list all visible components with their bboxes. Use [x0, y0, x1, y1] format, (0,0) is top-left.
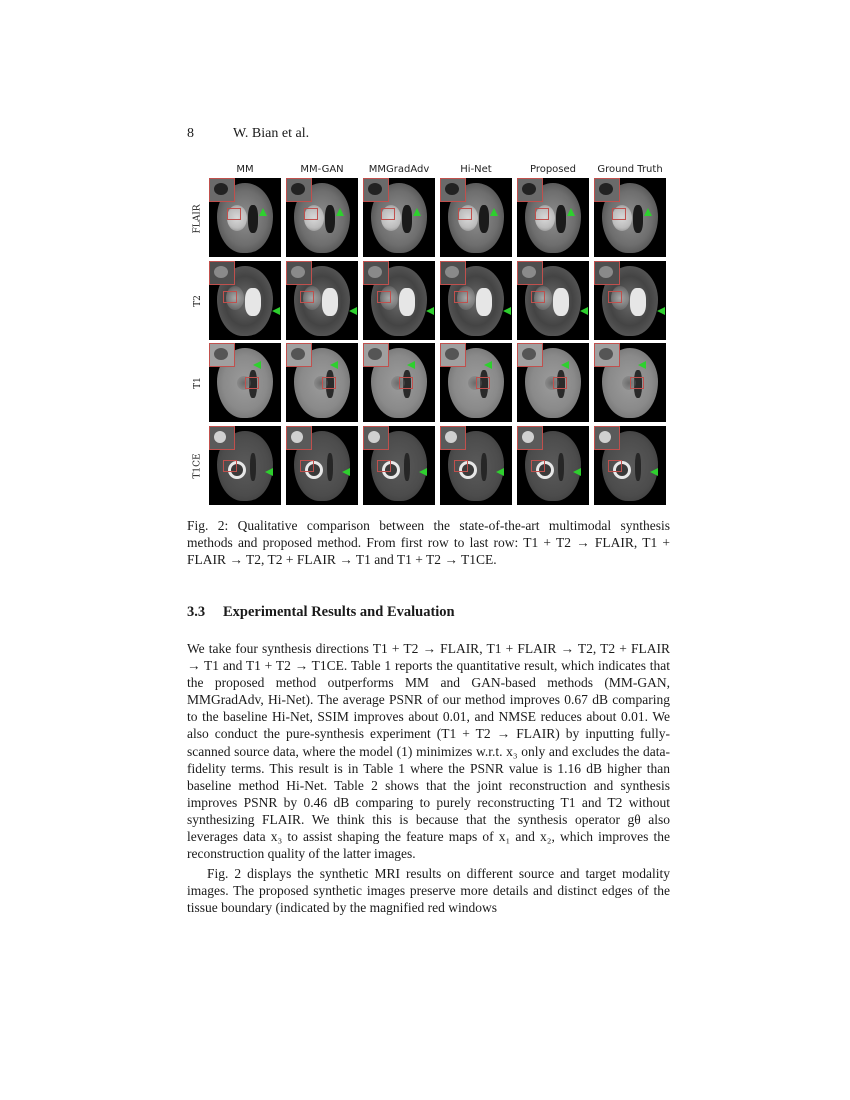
roi-box [300, 460, 314, 472]
mri-tile [363, 261, 435, 340]
magnified-window [594, 261, 620, 285]
roi-box [377, 291, 391, 303]
mri-tile [594, 343, 666, 422]
roi-box [300, 291, 314, 303]
roi-box [304, 208, 318, 220]
magnified-window [517, 343, 543, 367]
roi-box [399, 377, 413, 389]
row-label: T1 [192, 377, 203, 389]
ventricle [399, 288, 415, 316]
green-arrow-icon [644, 208, 652, 216]
roi-box [227, 208, 241, 220]
row-label: T2 [192, 295, 203, 307]
mri-tile [440, 343, 512, 422]
paragraph: We take four synthesis directions T1 + T2 → FLAIR, T1 + FLAIR → T2, T2 + FLAIR → T1 and T1 + T2 → T1CE. Table 1 reports the quantitative result, which indicates that the proposed method outperforms MM and GAN-based methods (MM-GAN, MMGradAdv, Hi-Net). The average PSNR of our method improves 0.67 dB comparing to the baseline Hi-Net, SSIM improves about 0.01, and NMSE reduces about 0.01. We also conduct the pure-synthesis experiment (T1 + T2 → FLAIR) by inputting fully-scanned source data, where the model (1) minimizes w.r.t. x₃ only and excludes the data-fidelity terms. This result is in Table 1 where the PSNR value is 1.16 dB higher than baseline method Hi-Net. Table 2 shows that the joint reconstruction and synthesis improves PSNR by 0.46 dB comparing to purely reconstructing T1 and T2 without synthesizing FLAIR. We think this is because that the synthesis operator gθ also leverages data x₃ to assist shaping the feature maps of x₁ and x₂, which improves the reconstruction quality of the latter images. [187, 641, 670, 862]
mri-tile [440, 261, 512, 340]
green-arrow-icon [561, 361, 569, 369]
roi-box [458, 208, 472, 220]
green-arrow-icon [484, 361, 492, 369]
ventricle [325, 205, 335, 233]
mri-tile [440, 426, 512, 505]
mri-tile [594, 178, 666, 257]
roi-box [245, 377, 259, 389]
column-header: Proposed [529, 164, 577, 175]
green-arrow-icon [638, 361, 646, 369]
running-authors: W. Bian et al. [233, 126, 310, 141]
green-arrow-icon [567, 208, 575, 216]
ventricle [553, 288, 569, 316]
mri-tile [286, 261, 358, 340]
mri-tile [517, 343, 589, 422]
green-arrow-icon [349, 307, 357, 315]
column-header: Ground Truth [597, 164, 663, 175]
mri-tile [209, 343, 281, 422]
roi-box [223, 291, 237, 303]
magnified-window [209, 178, 235, 202]
column-header: MM [236, 164, 254, 175]
roi-box [381, 208, 395, 220]
section-number: 3.3 [187, 604, 206, 620]
mri-tile [209, 261, 281, 340]
ventricle [327, 453, 333, 481]
green-arrow-icon [413, 208, 421, 216]
magnified-window [440, 426, 466, 450]
mri-tile [594, 261, 666, 340]
magnified-window [440, 343, 466, 367]
magnified-window [286, 178, 312, 202]
ventricle [250, 453, 256, 481]
magnified-window [209, 343, 235, 367]
ventricle [476, 288, 492, 316]
column-header: Hi-Net [460, 164, 492, 175]
mri-tile [363, 343, 435, 422]
roi-box [535, 208, 549, 220]
roi-box [454, 460, 468, 472]
ventricle [556, 205, 566, 233]
green-arrow-icon [330, 361, 338, 369]
roi-box [454, 291, 468, 303]
roi-box [630, 377, 644, 389]
mri-tile [440, 178, 512, 257]
roi-box [377, 460, 391, 472]
column-header: MMGradAdv [368, 164, 430, 175]
green-arrow-icon [657, 307, 665, 315]
green-arrow-icon [419, 468, 427, 476]
section-title: Experimental Results and Evaluation [223, 604, 455, 620]
magnified-window [363, 261, 389, 285]
magnified-window [594, 343, 620, 367]
magnified-window [594, 178, 620, 202]
roi-box [531, 291, 545, 303]
mri-tile [286, 178, 358, 257]
ventricle [479, 205, 489, 233]
ventricle [322, 288, 338, 316]
green-arrow-icon [490, 208, 498, 216]
magnified-window [517, 426, 543, 450]
ventricle [402, 205, 412, 233]
green-arrow-icon [259, 208, 267, 216]
mri-tile [517, 426, 589, 505]
paragraph: Fig. 2 displays the synthetic MRI results on different source and target modality images. The proposed synthetic images preserve more details and distinct edges of the tissue boundary (indicated by the magnified red windows [187, 866, 670, 916]
green-arrow-icon [253, 361, 261, 369]
row-label: FLAIR [193, 204, 203, 234]
green-arrow-icon [342, 468, 350, 476]
magnified-window [209, 426, 235, 450]
mri-tile [286, 426, 358, 505]
green-arrow-icon [272, 307, 280, 315]
roi-box [476, 377, 490, 389]
roi-box [553, 377, 567, 389]
mri-tile [209, 178, 281, 257]
ventricle [248, 205, 258, 233]
roi-box [223, 460, 237, 472]
figure-column-headers [209, 160, 669, 178]
green-arrow-icon [580, 307, 588, 315]
page-number: 8 [187, 126, 194, 141]
green-arrow-icon [503, 307, 511, 315]
running-header [187, 126, 309, 142]
body-text [187, 640, 670, 917]
magnified-window [363, 178, 389, 202]
ventricle [245, 288, 261, 316]
magnified-window [517, 178, 543, 202]
magnified-window [286, 343, 312, 367]
roi-box [608, 291, 622, 303]
ventricle [633, 205, 643, 233]
magnified-window [517, 261, 543, 285]
mri-tile [363, 426, 435, 505]
figure-caption: Fig. 2: Qualitative comparison between the state-of-the-art multimodal synthesis methods and proposed method. From first row to last row: T1 + T2 → FLAIR, T1 + FLAIR → T2, T2 + FLAIR → T1 and T1 + T2 → T1CE. [187, 518, 670, 567]
ventricle [630, 288, 646, 316]
magnified-window [363, 343, 389, 367]
roi-box [608, 460, 622, 472]
ventricle [635, 453, 641, 481]
section-heading [187, 604, 455, 621]
ventricle [481, 453, 487, 481]
mri-tile [286, 343, 358, 422]
magnified-window [286, 426, 312, 450]
column-header: MM-GAN [300, 164, 344, 175]
magnified-window [440, 261, 466, 285]
roi-box [531, 460, 545, 472]
green-arrow-icon [573, 468, 581, 476]
green-arrow-icon [407, 361, 415, 369]
green-arrow-icon [426, 307, 434, 315]
green-arrow-icon [496, 468, 504, 476]
green-arrow-icon [265, 468, 273, 476]
mri-tile [517, 178, 589, 257]
ventricle [404, 453, 410, 481]
green-arrow-icon [650, 468, 658, 476]
row-label: T1CE [193, 453, 203, 479]
magnified-window [286, 261, 312, 285]
mri-tile [517, 261, 589, 340]
magnified-window [363, 426, 389, 450]
magnified-window [440, 178, 466, 202]
ventricle [558, 453, 564, 481]
roi-box [612, 208, 626, 220]
roi-box [322, 377, 336, 389]
green-arrow-icon [336, 208, 344, 216]
magnified-window [594, 426, 620, 450]
magnified-window [209, 261, 235, 285]
mri-tile [209, 426, 281, 505]
mri-tile [363, 178, 435, 257]
mri-tile [594, 426, 666, 505]
